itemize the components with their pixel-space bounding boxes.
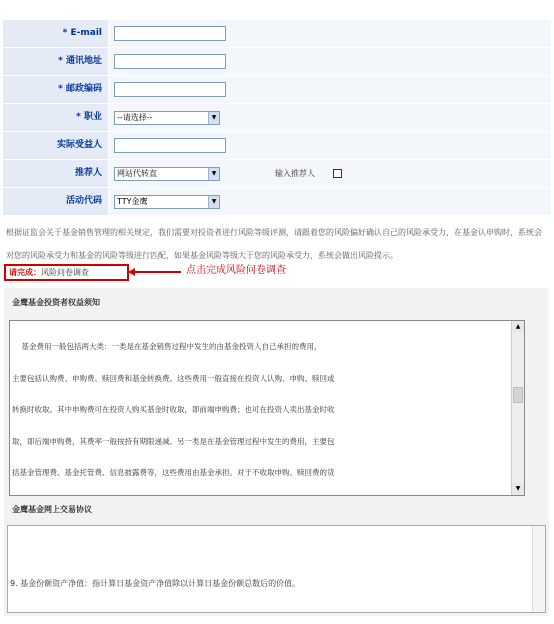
beneficiary-row bbox=[3, 132, 551, 160]
referrer-row bbox=[3, 160, 551, 188]
activity-code-select[interactable] bbox=[114, 195, 220, 209]
postcode-field[interactable] bbox=[114, 82, 226, 97]
beneficiary-field[interactable] bbox=[114, 138, 226, 153]
occupation-label: * 职业 bbox=[3, 104, 108, 131]
agreements-panel bbox=[4, 288, 549, 616]
account-form bbox=[3, 20, 551, 216]
risk-survey-link[interactable]: 风险问卷调查 bbox=[41, 268, 89, 277]
scroll-down-icon[interactable]: ▼ bbox=[512, 483, 524, 495]
occupation-row bbox=[3, 104, 551, 132]
complete-prefix: 请完成： bbox=[9, 268, 41, 277]
rights-notice-content: 基金费用一般包括两大类：一类是在基金销售过程中发生的由基金投资人自己承担的费用， 主要包括认购费、申购费、赎回费和基金转换费。这些费用一般直接在投资人认购、申购、赎回或 转换时收取。其中申购费可在投资人购买基金时收取，即前端申购费；也可在投资人卖出基金时收 取，即后端申购费，其费率一般按持有期限递减。另一类是在基金管理过程中发生的费用，主要包 括基金管理费、基金托管费、信息披露费等，这些费用由基金承担。对于不收取申购、赎回费的货 bbox=[12, 342, 335, 477]
chevron-down-icon[interactable]: ▼ bbox=[208, 196, 219, 208]
address-label: * 通讯地址 bbox=[3, 48, 108, 75]
address-field[interactable] bbox=[114, 54, 226, 69]
email-row bbox=[3, 20, 551, 48]
scroll-up-icon[interactable]: ▲ bbox=[512, 321, 524, 333]
risk-notice: 根据证监会关于基金销售管理的相关规定，我们需要对投资者进行风险等级评测，请跟着您的风险偏好确认自己的风险承受力，在基金认申购时，系统会对您的风险承受力和基金的风险等级进行匹配，如果基金风险等级大于您的风险承受力，系统会做出风险提示。 bbox=[6, 228, 542, 260]
postcode-row bbox=[3, 76, 551, 104]
input-referrer-checkbox[interactable] bbox=[333, 169, 342, 178]
referrer-select[interactable] bbox=[114, 167, 220, 181]
online-trading-agreement-textarea[interactable] bbox=[7, 525, 546, 613]
risk-survey-box bbox=[4, 264, 129, 281]
activity-code-label: 活动代码 bbox=[3, 188, 108, 215]
input-referrer-label: 输入推荐人 bbox=[275, 169, 315, 178]
email-label: * E-mail bbox=[3, 20, 108, 47]
online-trading-agreement-title: 金鹰基金网上交易协议 bbox=[12, 505, 92, 514]
survey-callout: 点击完成风险问卷调查 bbox=[186, 265, 286, 276]
chevron-down-icon[interactable]: ▼ bbox=[208, 168, 219, 180]
activity-code-value: TTY金鹰 bbox=[117, 197, 148, 206]
postcode-label: * 邮政编码 bbox=[3, 76, 108, 103]
occupation-select[interactable] bbox=[114, 111, 220, 125]
scrollbar[interactable] bbox=[532, 526, 545, 612]
email-field[interactable] bbox=[114, 26, 226, 41]
beneficiary-label: 实际受益人 bbox=[3, 132, 108, 159]
arrow-line bbox=[133, 271, 181, 273]
referrer-value: 网站代转直 bbox=[117, 169, 157, 178]
occupation-value: --请选择-- bbox=[117, 113, 153, 122]
scrollbar-thumb[interactable] bbox=[513, 387, 523, 403]
activity-code-row bbox=[3, 188, 551, 216]
referrer-label: 推荐人 bbox=[3, 160, 108, 187]
chevron-down-icon[interactable]: ▼ bbox=[208, 112, 219, 124]
scrollbar[interactable] bbox=[511, 321, 524, 495]
address-row bbox=[3, 48, 551, 76]
rights-notice-title: 金鹰基金投资者权益须知 bbox=[12, 298, 100, 307]
online-trading-agreement-content: 9. 基金份额资产净值：指计算日基金资产净值除以计算日基金份额总数后的价值。 bbox=[10, 579, 301, 588]
rights-notice-textarea[interactable] bbox=[9, 320, 525, 496]
